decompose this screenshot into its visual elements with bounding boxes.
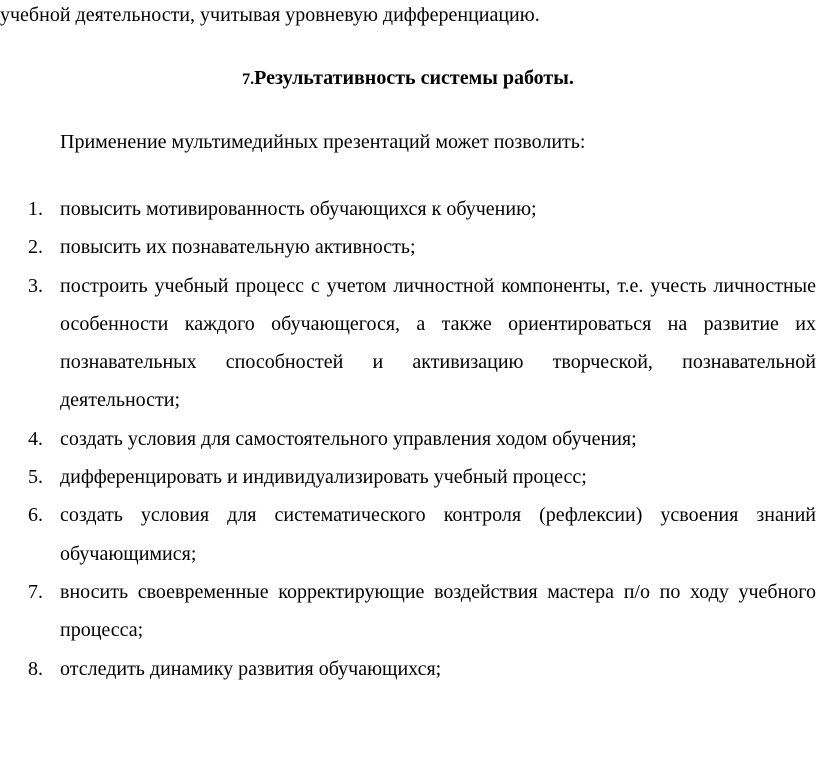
list-item-text: отследить динамику развития обучающихся; bbox=[60, 657, 442, 680]
list-item bbox=[0, 228, 816, 266]
list-marker: 2. bbox=[28, 236, 43, 259]
list-item-text: построить учебный процесс с учетом личностной компоненты, т.е. учесть личностные особенности каждого обучающегося, а также ориентироваться на развитие их познавательных способностей и активизацию творческой, познавательной деятельности; bbox=[60, 274, 816, 412]
results-list bbox=[0, 190, 816, 688]
intro-paragraph: Применение мультимедийных презентаций может позволить: bbox=[60, 131, 586, 153]
list-marker: 4. bbox=[28, 427, 43, 450]
list-item bbox=[0, 420, 816, 458]
list-item bbox=[0, 496, 816, 573]
list-item bbox=[0, 573, 816, 650]
list-item-text: повысить их познавательную активность; bbox=[60, 236, 416, 259]
list-item bbox=[0, 458, 816, 496]
list-marker: 1. bbox=[28, 198, 43, 220]
section-title: Результативность системы работы. bbox=[254, 67, 574, 89]
list-item-text: создать условия для систематического контроля (рефлексии) усвоения знаний обучающимися; bbox=[60, 504, 816, 565]
section-heading bbox=[0, 64, 816, 94]
list-item-text: вносить своевременные корректирующие воздействия мастера п/о по ходу учебного процесса; bbox=[60, 580, 816, 642]
list-item bbox=[0, 267, 816, 420]
list-item-text: повысить мотивированность обучающихся к обучению; bbox=[60, 198, 537, 220]
section-number: 7. bbox=[242, 71, 255, 88]
list-marker: 6. bbox=[28, 504, 43, 527]
continuation-line: учебной деятельности, учитывая уровневую дифференциацию. bbox=[0, 4, 540, 26]
list-item bbox=[0, 190, 816, 228]
list-marker: 3. bbox=[28, 274, 43, 297]
list-marker: 5. bbox=[28, 466, 43, 489]
list-item-text: создать условия для самостоятельного управления ходом обучения; bbox=[60, 427, 637, 450]
list-marker: 7. bbox=[28, 580, 43, 603]
list-marker: 8. bbox=[28, 657, 43, 680]
list-item-text: дифференцировать и индивидуализировать учебный процесс; bbox=[60, 466, 587, 489]
list-item bbox=[0, 650, 816, 688]
